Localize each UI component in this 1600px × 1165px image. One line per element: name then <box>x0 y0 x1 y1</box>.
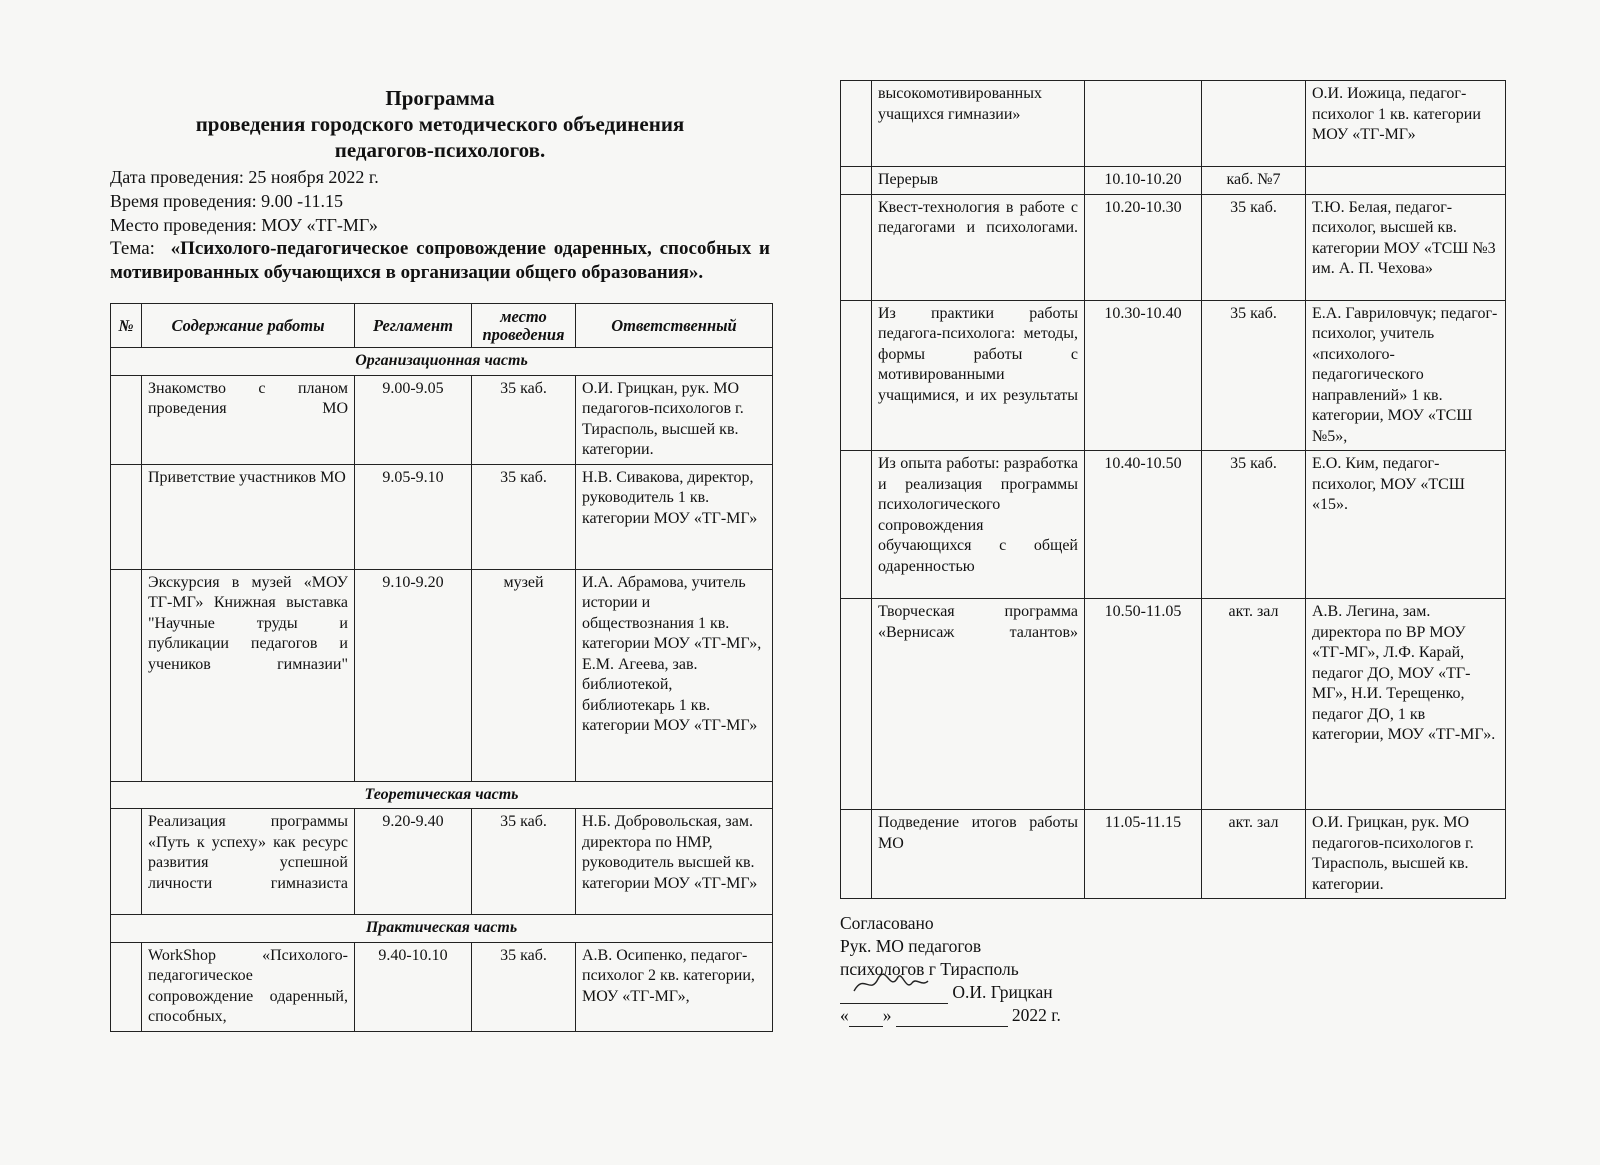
date-line <box>840 1004 1061 1027</box>
row-schedule: 9.40-10.10 <box>355 942 472 1031</box>
row-schedule <box>1085 81 1202 167</box>
program-subtitle: проведения городского методического объединения <box>195 112 685 136</box>
table-row <box>841 810 1506 899</box>
row-content: Творческая программа «Вернисаж талантов» <box>872 599 1085 810</box>
row-place: 35 каб. <box>472 809 576 915</box>
table-row <box>111 569 773 781</box>
header-place: место проведения <box>472 304 576 348</box>
right-column <box>840 80 1520 899</box>
header-responsible: Ответственный <box>576 304 773 348</box>
quote-close: » <box>882 1005 892 1025</box>
row-schedule: 9.20-9.40 <box>355 809 472 915</box>
row-responsible: Т.Ю. Белая, педагог-психолог, высшей кв. категории МОУ «ТСШ №3 им. А. П. Чехова» <box>1306 194 1506 300</box>
program-table-continued <box>840 80 1506 899</box>
section-label: Теоретическая часть <box>111 781 773 809</box>
theme-label: Тема: <box>110 238 155 259</box>
approver-name: О.И. Грицкан <box>952 982 1053 1002</box>
row-content: Квест-технология в работе с педагогами и психологами. <box>872 194 1085 300</box>
approval-role: Рук. МО педагогов <box>840 936 982 956</box>
row-responsible: Н.В. Сивакова, директор, руководитель 1 кв. категории МОУ «ТГ-МГ» <box>576 464 773 569</box>
row-place: 35 каб. <box>472 375 576 464</box>
table-row <box>841 194 1506 300</box>
row-schedule: 9.05-9.10 <box>355 464 472 569</box>
row-num <box>841 81 872 167</box>
row-schedule: 9.00-9.05 <box>355 375 472 464</box>
row-place: 35 каб. <box>1202 300 1306 451</box>
row-schedule: 10.30-10.40 <box>1085 300 1202 451</box>
row-place: акт. зал <box>1202 599 1306 810</box>
row-content: Из опыта работы: разработка и реализация программы психологического сопровождения обучающихся с общей одаренностью <box>872 451 1085 599</box>
row-num <box>111 942 142 1031</box>
row-place <box>1202 81 1306 167</box>
month-blank <box>896 1010 1008 1027</box>
section-org <box>111 348 773 376</box>
signature-line <box>840 981 1061 1004</box>
program-title: Программа <box>385 86 495 110</box>
row-place: 35 каб. <box>472 942 576 1031</box>
table-row <box>841 300 1506 451</box>
row-content: Экскурсия в музей «МОУ ТГ-МГ» Книжная выставка "Научные труды и публикации педагогов и учеников гимназии" <box>142 569 355 781</box>
row-responsible: А.В. Осипенко, педагог-психолог 2 кв. категории, МОУ «ТГ-МГ», <box>576 942 773 1031</box>
table-row <box>111 809 773 915</box>
row-responsible: А.В. Легина, зам. директора по ВР МОУ «ТГ-МГ», Л.Ф. Карай, педагог ДО, МОУ «ТГ-МГ», Н.И. Терещенко, педагог ДО, 1 кв категории, МОУ «ТГ-МГ». <box>1306 599 1506 810</box>
approval-label: Согласовано <box>840 913 934 933</box>
row-num <box>111 809 142 915</box>
row-place: акт. зал <box>1202 810 1306 899</box>
table-row <box>841 167 1506 195</box>
row-responsible: Е.А. Гавриловчук; педагог-психолог, учитель «психолого-педагогического направлений» 1 кв. категории, МОУ «ТСШ №5», <box>1306 300 1506 451</box>
section-label: Организационная часть <box>111 348 773 376</box>
event-time: Время проведения: 9.00 -11.15 <box>110 191 343 211</box>
row-num <box>841 167 872 195</box>
event-place: Место проведения: МОУ «ТГ-МГ» <box>110 215 378 235</box>
row-responsible <box>1306 167 1506 195</box>
table-row <box>111 375 773 464</box>
row-content: Подведение итогов работы МО <box>872 810 1085 899</box>
row-schedule: 10.40-10.50 <box>1085 451 1202 599</box>
header-schedule: Регламент <box>355 304 472 348</box>
row-num <box>111 375 142 464</box>
table-row <box>841 451 1506 599</box>
row-place: музей <box>472 569 576 781</box>
event-date: Дата проведения: 25 ноября 2022 г. <box>110 167 379 187</box>
row-responsible: О.И. Грицкан, рук. МО педагогов-психологов г. Тирасполь, высшей кв. категории. <box>1306 810 1506 899</box>
row-content: Знакомство с планом проведения МО <box>142 375 355 464</box>
row-num <box>841 300 872 451</box>
row-content: Приветствие участников МО <box>142 464 355 569</box>
row-num <box>841 194 872 300</box>
row-schedule: 10.20-10.30 <box>1085 194 1202 300</box>
approval-role-city: психологов г Тирасполь <box>840 959 1019 979</box>
approval-block <box>840 912 1061 1027</box>
row-schedule: 11.05-11.15 <box>1085 810 1202 899</box>
row-content: высокомотивированных учащихся гимназии» <box>872 81 1085 167</box>
row-content: WorkShop «Психолого-педагогическое сопровождение одаренный, способных, <box>142 942 355 1031</box>
event-theme <box>110 237 770 285</box>
table-row <box>111 464 773 569</box>
approval-year: 2022 г. <box>1011 1005 1061 1025</box>
program-table <box>110 303 773 1032</box>
table-row <box>111 942 773 1031</box>
header-content: Содержание работы <box>142 304 355 348</box>
signature-scribble-icon <box>850 969 930 999</box>
row-schedule: 10.10-10.20 <box>1085 167 1202 195</box>
section-practice <box>111 915 773 943</box>
signature-field <box>840 983 948 1004</box>
row-responsible: О.И. Иожица, педагог-психолог 1 кв. категории МОУ «ТГ-МГ» <box>1306 81 1506 167</box>
quote-open: « <box>840 1005 849 1025</box>
row-place: 35 каб. <box>1202 194 1306 300</box>
row-responsible: Е.О. Ким, педагог-психолог, МОУ «ТСШ «15». <box>1306 451 1506 599</box>
row-responsible: Н.Б. Добровольская, зам. директора по НМР, руководитель высшей кв. категории МОУ «ТГ-МГ» <box>576 809 773 915</box>
left-column <box>110 85 770 1032</box>
row-place: 35 каб. <box>1202 451 1306 599</box>
row-num <box>111 464 142 569</box>
row-place: каб. №7 <box>1202 167 1306 195</box>
header-num: № <box>111 304 142 348</box>
row-num <box>841 810 872 899</box>
program-subtitle-2: педагогов-психологов. <box>334 138 546 162</box>
table-header-row <box>111 304 773 348</box>
row-schedule: 9.10-9.20 <box>355 569 472 781</box>
row-num <box>111 569 142 781</box>
section-theory <box>111 781 773 809</box>
row-content: Из практики работы педагога-психолога: методы, формы работы с мотивированными учащимися, и их результаты <box>872 300 1085 451</box>
day-blank <box>849 1010 883 1027</box>
row-responsible: О.И. Грицкан, рук. МО педагогов-психологов г. Тирасполь, высшей кв. категории. <box>576 375 773 464</box>
table-row <box>841 81 1506 167</box>
row-responsible: И.А. Абрамова, учитель истории и обществознания 1 кв. категории МОУ «ТГ-МГ», Е.М. Агеева, зав. библиотекой, библиотекарь 1 кв. категории МОУ «ТГ-МГ» <box>576 569 773 781</box>
row-num <box>841 599 872 810</box>
table-row <box>841 599 1506 810</box>
row-num <box>841 451 872 599</box>
row-place: 35 каб. <box>472 464 576 569</box>
row-content: Реализация программы «Путь к успеху» как ресурс развития успешной личности гимназиста <box>142 809 355 915</box>
section-label: Практическая часть <box>111 915 773 943</box>
row-content: Перерыв <box>872 167 1085 195</box>
theme-text: «Психолого-педагогическое сопровождение одаренных, способных и мотивированных обучающихся в организации общего образования». <box>110 238 770 283</box>
row-schedule: 10.50-11.05 <box>1085 599 1202 810</box>
